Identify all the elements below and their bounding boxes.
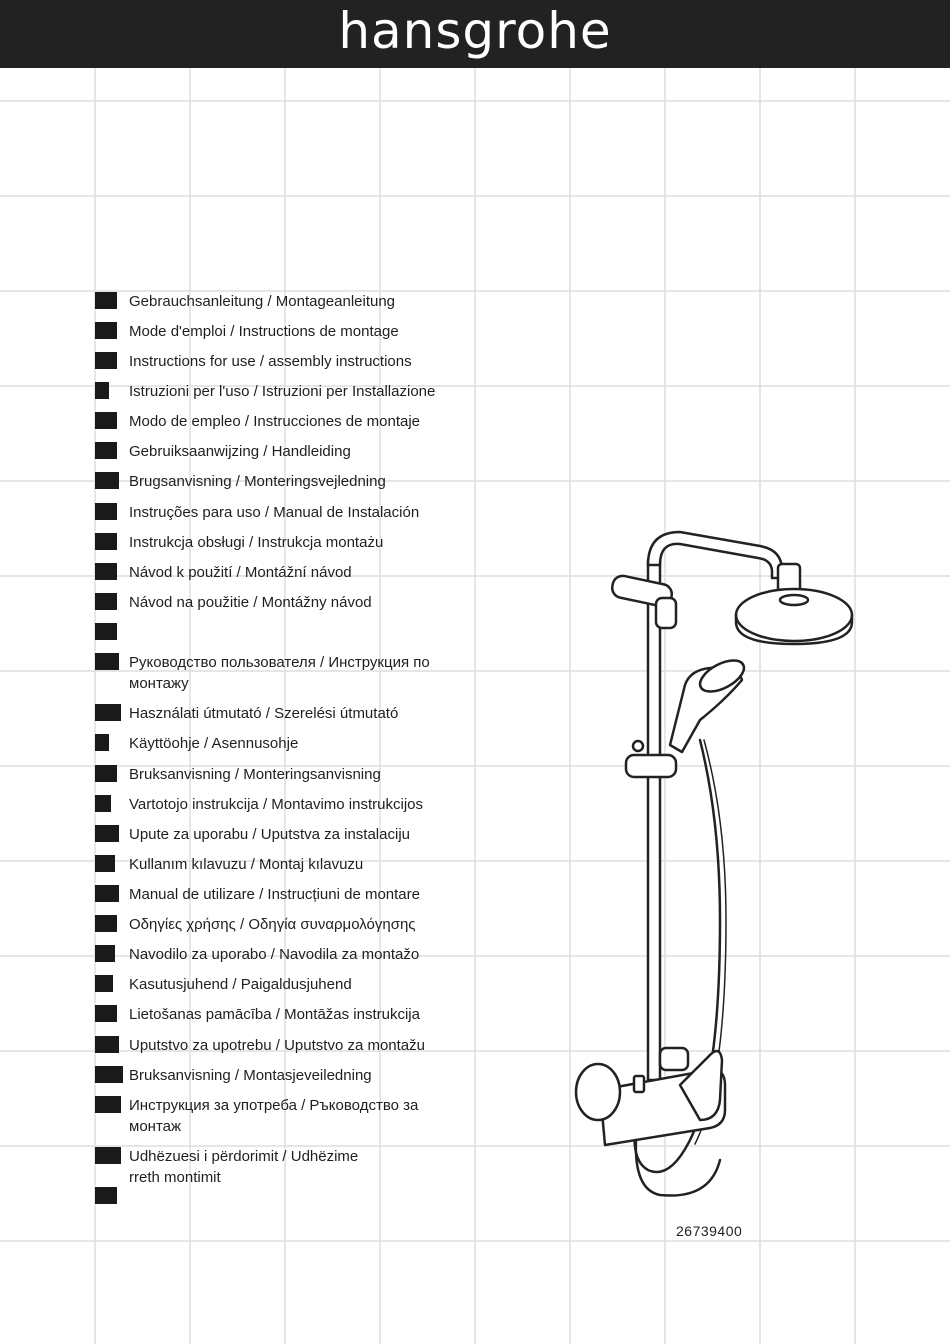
language-label: Bruksanvisning / Montasjeveiledning: [129, 1067, 372, 1084]
language-marker: [95, 412, 117, 429]
language-marker: [95, 945, 115, 962]
product-code: 26739400: [676, 1223, 743, 1239]
language-marker: [95, 352, 117, 369]
language-marker: [95, 442, 117, 459]
language-label: Upute za uporabu / Uputstva za instalaciju: [129, 826, 410, 843]
language-label: Manual de utilizare / Instrucțiuni de montare: [129, 886, 420, 903]
riser-pipe: [648, 560, 660, 1080]
language-label: Udhëzuesi i përdorimit / Udhëzime rreth montimit: [129, 1148, 359, 1186]
language-label: Használati útmutató / Szerelési útmutató: [129, 705, 399, 722]
language-marker: [95, 1096, 121, 1113]
language-marker: [95, 533, 117, 550]
language-label: Brugsanvisning / Monteringsvejledning: [129, 473, 386, 490]
shower-arm: [648, 532, 782, 578]
language-label: Mode d'emploi / Instructions de montage: [129, 323, 399, 340]
language-marker: [95, 292, 117, 309]
language-label: Käyttöohje / Asennusohje: [129, 735, 299, 752]
language-label: Instruções para uso / Manual de Instalación: [129, 504, 420, 521]
language-label: Οδηγίες χρήσης / Οδηγία συναρμολόγησης: [129, 916, 416, 933]
language-marker: [95, 1147, 121, 1164]
language-marker: [95, 704, 121, 721]
language-marker: [95, 563, 117, 580]
language-label: Istruzioni per l'uso / Istruzioni per Installazione: [129, 383, 436, 400]
left-handle: [576, 1064, 620, 1120]
language-marker: [95, 975, 113, 992]
language-marker: [95, 915, 117, 932]
language-marker: [95, 1187, 117, 1204]
language-label: Руководство пользователя / Инструкция по монтажу: [129, 654, 430, 692]
language-marker: [95, 765, 117, 782]
language-label: Kullanım kılavuzu / Montaj kılavuzu: [129, 856, 364, 873]
brand-logo: hansgrohe: [338, 2, 612, 60]
language-label: Gebruiksaanwijzing / Handleiding: [129, 443, 351, 460]
language-label: Instructions for use / assembly instructions: [129, 353, 412, 370]
language-label: Uputstvo za upotrebu / Uputstvo za montažu: [129, 1037, 425, 1054]
language-label: Gebrauchsanleitung / Montageanleitung: [129, 293, 396, 310]
language-marker: [95, 382, 109, 399]
language-marker: [95, 623, 117, 640]
language-marker: [95, 593, 117, 610]
language-marker: [95, 472, 119, 489]
shower-system-illustration: [560, 520, 870, 1210]
language-marker: [95, 1066, 123, 1083]
language-marker: [95, 1036, 119, 1053]
slide-bar-holder: [626, 755, 676, 777]
language-label: Vartotojo instrukcija / Montavimo instrukcijos: [129, 796, 423, 813]
language-label: Bruksanvisning / Monteringsanvisning: [129, 766, 381, 783]
language-label: Instrukcja obsługi / Instrukcja montażu: [129, 534, 384, 551]
language-label: Lietošanas pamācība / Montāžas instrukcija: [129, 1006, 420, 1023]
language-marker: [95, 503, 117, 520]
language-marker: [95, 322, 117, 339]
language-marker: [95, 855, 115, 872]
language-label: Navodilo za uporabo / Navodila za montažo: [129, 946, 420, 963]
language-marker: [95, 653, 119, 670]
language-marker: [95, 734, 109, 751]
language-marker: [95, 1005, 117, 1022]
language-marker: [95, 795, 111, 812]
language-label: Návod na použitie / Montážny návod: [129, 594, 372, 611]
language-label: Modo de empleo / Instrucciones de montaje: [129, 413, 420, 430]
language-marker: [95, 885, 119, 902]
language-label: Kasutusjuhend / Paigaldusjuhend: [129, 976, 352, 993]
language-label: Инструкция за употреба / Ръководство за монтаж: [129, 1097, 419, 1135]
language-marker: [95, 825, 119, 842]
language-label: Návod k použití / Montážní návod: [129, 564, 352, 581]
